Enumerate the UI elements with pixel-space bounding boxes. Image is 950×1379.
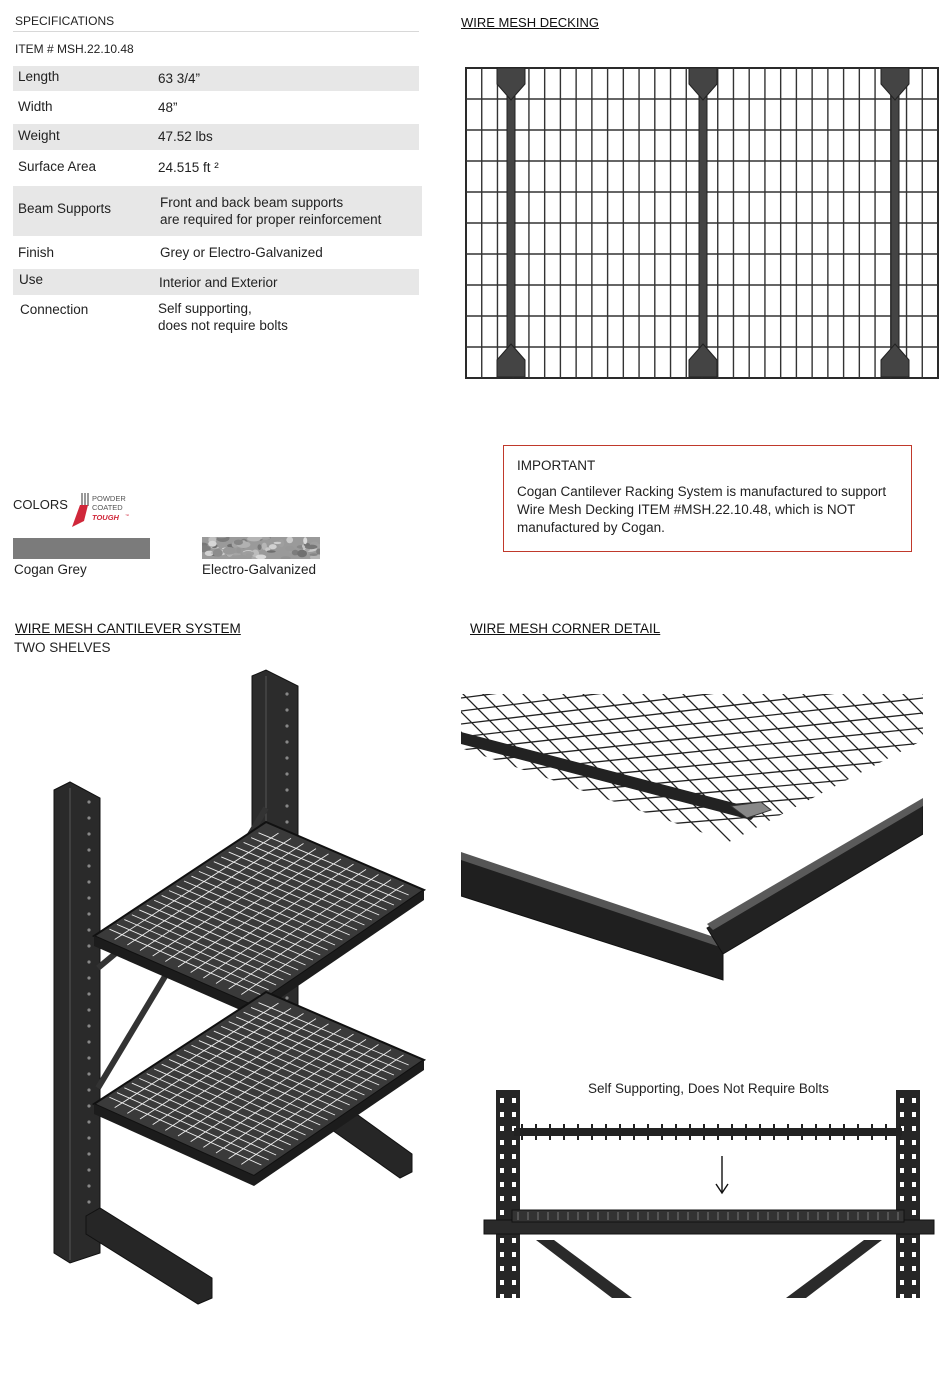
specifications-title: SPECIFICATIONS: [15, 14, 115, 28]
powder-coated-tough-logo: [68, 491, 132, 531]
spec-row-beam-supports: [13, 186, 422, 236]
spec-label: Use: [19, 272, 44, 287]
spec-value: Interior and Exterior: [159, 275, 278, 290]
cantilever-system-title: WIRE MESH CANTILEVER SYSTEM: [15, 621, 241, 636]
spec-value: Grey or Electro-Galvanized: [160, 245, 323, 260]
swatch-cogan-grey: [13, 538, 150, 559]
spec-value: 24.515 ft ²: [158, 160, 219, 175]
cantilever-system-illustration: [40, 668, 440, 1308]
badge-tm: ™: [125, 513, 129, 518]
spec-label: Surface Area: [18, 159, 97, 174]
corner-detail-illustration: [461, 692, 923, 984]
swatch-label-electro-galvanized: Electro-Galvanized: [202, 562, 317, 577]
spec-label: Connection: [20, 302, 89, 317]
important-body: Cogan Cantilever Racking System is manufactured to support Wire Mesh Decking ITEM #MSH.22.10.48, which is NOT manufactured by Cogan.: [517, 484, 887, 535]
spec-row-width: [13, 95, 419, 120]
spec-value-line: does not require bolts: [158, 318, 288, 333]
item-number: ITEM # MSH.22.10.48: [15, 42, 134, 56]
spec-value: 63 3/4”: [158, 71, 201, 86]
spec-label: Finish: [18, 245, 55, 260]
spec-row-connection: [13, 299, 419, 339]
spec-label: Beam Supports: [18, 201, 112, 216]
spec-value: 48”: [158, 100, 178, 115]
spec-row-use: [13, 269, 419, 295]
specifications-divider: [13, 31, 419, 32]
spec-value-line: Front and back beam supports: [160, 195, 344, 210]
spec-label: Width: [18, 99, 53, 114]
swatch-electro-galvanized: [202, 537, 320, 559]
important-title: IMPORTANT: [517, 458, 596, 473]
swatch-label-cogan-grey: Cogan Grey: [14, 562, 87, 577]
spec-value-line: are required for proper reinforcement: [160, 212, 382, 227]
badge-line1: POWDER: [92, 494, 126, 503]
spec-row-surface-area: [13, 154, 419, 182]
spec-row-weight: [13, 124, 419, 150]
self-support-illustration: [482, 1090, 936, 1300]
badge-line3: TOUGH: [92, 513, 119, 522]
spec-row-length: [13, 66, 419, 91]
wire-mesh-decking-title: WIRE MESH DECKING: [461, 15, 599, 30]
spec-value: [160, 194, 381, 228]
badge-line2: COATED: [92, 503, 123, 512]
important-notice: [503, 445, 912, 552]
spec-value: 47.52 lbs: [158, 129, 213, 144]
cantilever-system-subtitle: TWO SHELVES: [14, 640, 111, 655]
wire-mesh-decking-diagram: [464, 66, 940, 380]
colors-label: COLORS: [13, 497, 68, 512]
spec-value-line: Self supporting,: [158, 301, 252, 316]
spec-value: [158, 300, 288, 334]
self-support-caption: Self Supporting, Does Not Require Bolts: [588, 1081, 829, 1096]
spec-label: Weight: [18, 128, 60, 143]
spec-label: Length: [18, 69, 60, 84]
spec-row-finish: [13, 240, 419, 266]
corner-detail-title: WIRE MESH CORNER DETAIL: [470, 621, 661, 636]
